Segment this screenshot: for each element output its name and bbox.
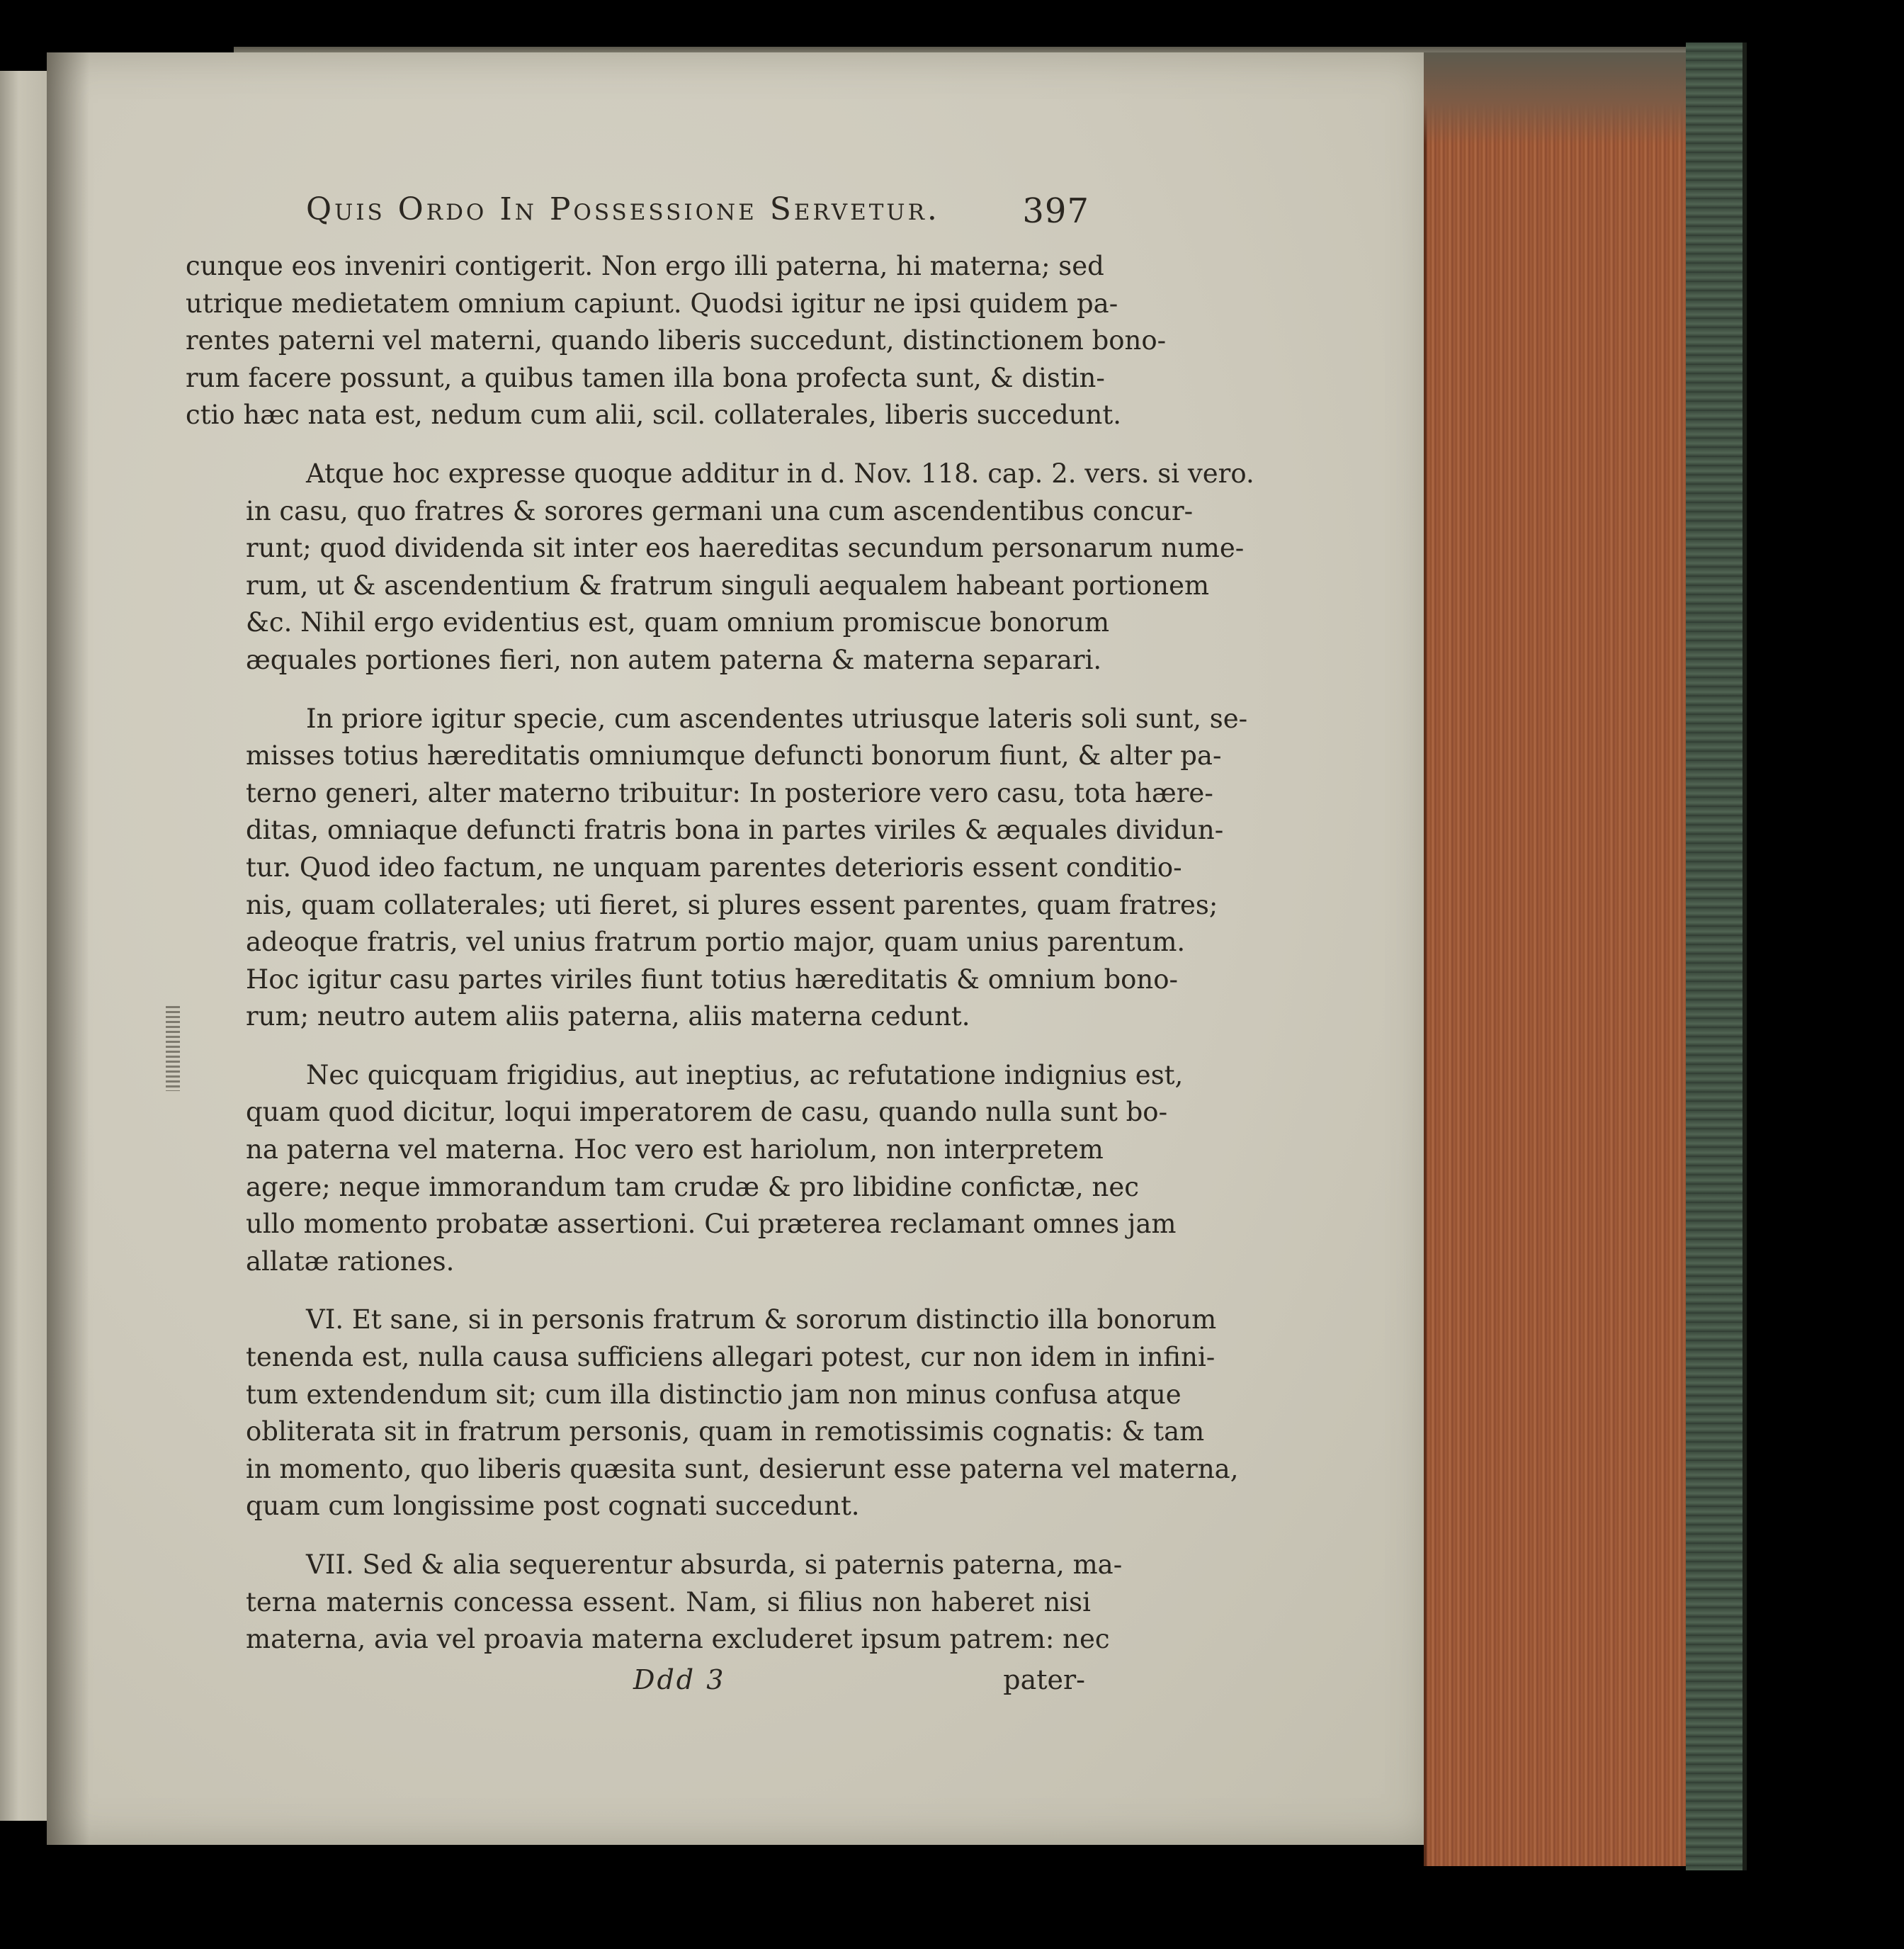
text-line: terna maternis concessa essent. Nam, si filius non haberet nisi [246, 1586, 1091, 1617]
text-line: in casu, quo fratres & sorores germani una cum ascendentibus concur- [246, 495, 1194, 526]
text-line: materna, avia vel proavia materna excluderet ipsum patrem: nec [246, 1624, 1110, 1655]
text-line: ctio hæc nata est, nedum cum alii, scil. collaterales, liberis succedunt. [186, 400, 1121, 431]
text-line: In priore igitur specie, cum ascendentes utriusque lateris soli sunt, se- [306, 703, 1248, 734]
paragraph-2 [186, 456, 1254, 679]
page-number: 397 [1022, 191, 1089, 231]
margin-mark [166, 1006, 180, 1091]
previous-page-edge [0, 71, 49, 1821]
paragraph-5 [186, 1301, 1239, 1525]
text-block [186, 191, 1254, 1707]
page-block-fore-edge [1424, 52, 1689, 1866]
text-line: VII. Sed & alia sequerentur absurda, si paternis paterna, ma- [306, 1549, 1123, 1580]
text-line: runt; quod dividenda sit inter eos haereditas secundum personarum nume- [246, 533, 1245, 564]
text-line: na paterna vel materna. Hoc vero est hariolum, non interpretem [246, 1134, 1104, 1165]
text-line: Nec quicquam frigidius, aut ineptius, ac refutatione indignius est, [306, 1059, 1184, 1090]
text-line: &c. Nihil ergo evidentius est, quam omnium promiscue bonorum [246, 607, 1110, 638]
gutter-shadow [47, 52, 89, 1845]
paragraph-6 [186, 1547, 1123, 1659]
text-line: rum facere possunt, a quibus tamen illa bona profecta sunt, & distin- [186, 362, 1105, 393]
paragraph-4 [186, 1057, 1184, 1281]
signature-mark: Ddd 3 [633, 1663, 726, 1695]
text-line: agere; neque immorandum tam crudæ & pro libidine confictæ, nec [246, 1171, 1139, 1202]
text-line: adeoque fratris, vel unius fratrum portio major, quam unius parentum. [246, 927, 1186, 958]
text-line: tur. Quod ideo factum, ne unquam parentes deterioris essent conditio- [246, 852, 1182, 883]
text-line: obliterata sit in fratrum personis, quam in remotissimis cognatis: & tam [246, 1416, 1205, 1447]
text-line: quam quod dicitur, loqui imperatorem de casu, quando nulla sunt bo- [246, 1097, 1168, 1128]
text-line: cunque eos inveniri contigerit. Non ergo illi paterna, hi materna; sed [186, 251, 1104, 281]
text-line: nis, quam collaterales; uti fieret, si plures essent parentes, quam fratres; [246, 889, 1218, 920]
text-line: ullo momento probatæ assertioni. Cui præterea reclamant omnes jam [246, 1209, 1177, 1240]
text-line: tenenda est, nulla causa sufficiens allegari potest, cur non idem in infini- [246, 1342, 1216, 1373]
paragraph-1 [186, 248, 1167, 434]
text-line: æquales portiones fieri, non autem paterna & materna separari. [246, 644, 1102, 675]
text-line: tum extendendum sit; cum illa distinctio jam non minus confusa atque [246, 1379, 1182, 1410]
text-line: Atque hoc expresse quoque additur in d. Nov. 118. cap. 2. vers. si vero. [306, 458, 1254, 489]
page-footer [186, 1664, 1091, 1707]
paragraph-3 [186, 701, 1248, 1036]
text-line: Hoc igitur casu partes viriles fiunt totius hæreditatis & omnium bono- [246, 964, 1179, 995]
text-line: allatæ rationes. [246, 1245, 455, 1277]
text-line: terno generi, alter materno tribuitur: In posteriore vero casu, tota hære- [246, 777, 1213, 808]
text-line: rum, ut & ascendentium & fratrum singuli aequalem habeant portionem [246, 570, 1210, 601]
text-line: rum; neutro autem aliis paterna, aliis materna cedunt. [246, 1001, 970, 1032]
text-line: in momento, quo liberis quæsita sunt, desierunt esse paterna vel materna, [246, 1453, 1239, 1484]
fore-edge-top-shading [1424, 52, 1686, 145]
text-line: ditas, omniaque defuncti fratris bona in partes viriles & æquales dividun- [246, 815, 1224, 846]
text-line: VI. Et sane, si in personis fratrum & sororum distinctio illa bonorum [306, 1304, 1217, 1335]
catchword: pater- [1003, 1663, 1085, 1695]
text-line: utrique medietatem omnium capiunt. Quodsi igitur ne ipsi quidem pa- [186, 288, 1118, 319]
running-head [186, 191, 1091, 248]
text-line: quam cum longissime post cognati succedunt. [246, 1491, 860, 1522]
text-line: rentes paterni vel materni, quando liberis succedunt, distinctionem bono- [186, 325, 1167, 356]
book-cover-edge [1686, 43, 1747, 1870]
text-line: misses totius hæreditatis omniumque defuncti bonorum fiunt, & alter pa- [246, 740, 1222, 772]
running-head-title: Quis Ordo In Possessione Servetur. [306, 191, 940, 227]
